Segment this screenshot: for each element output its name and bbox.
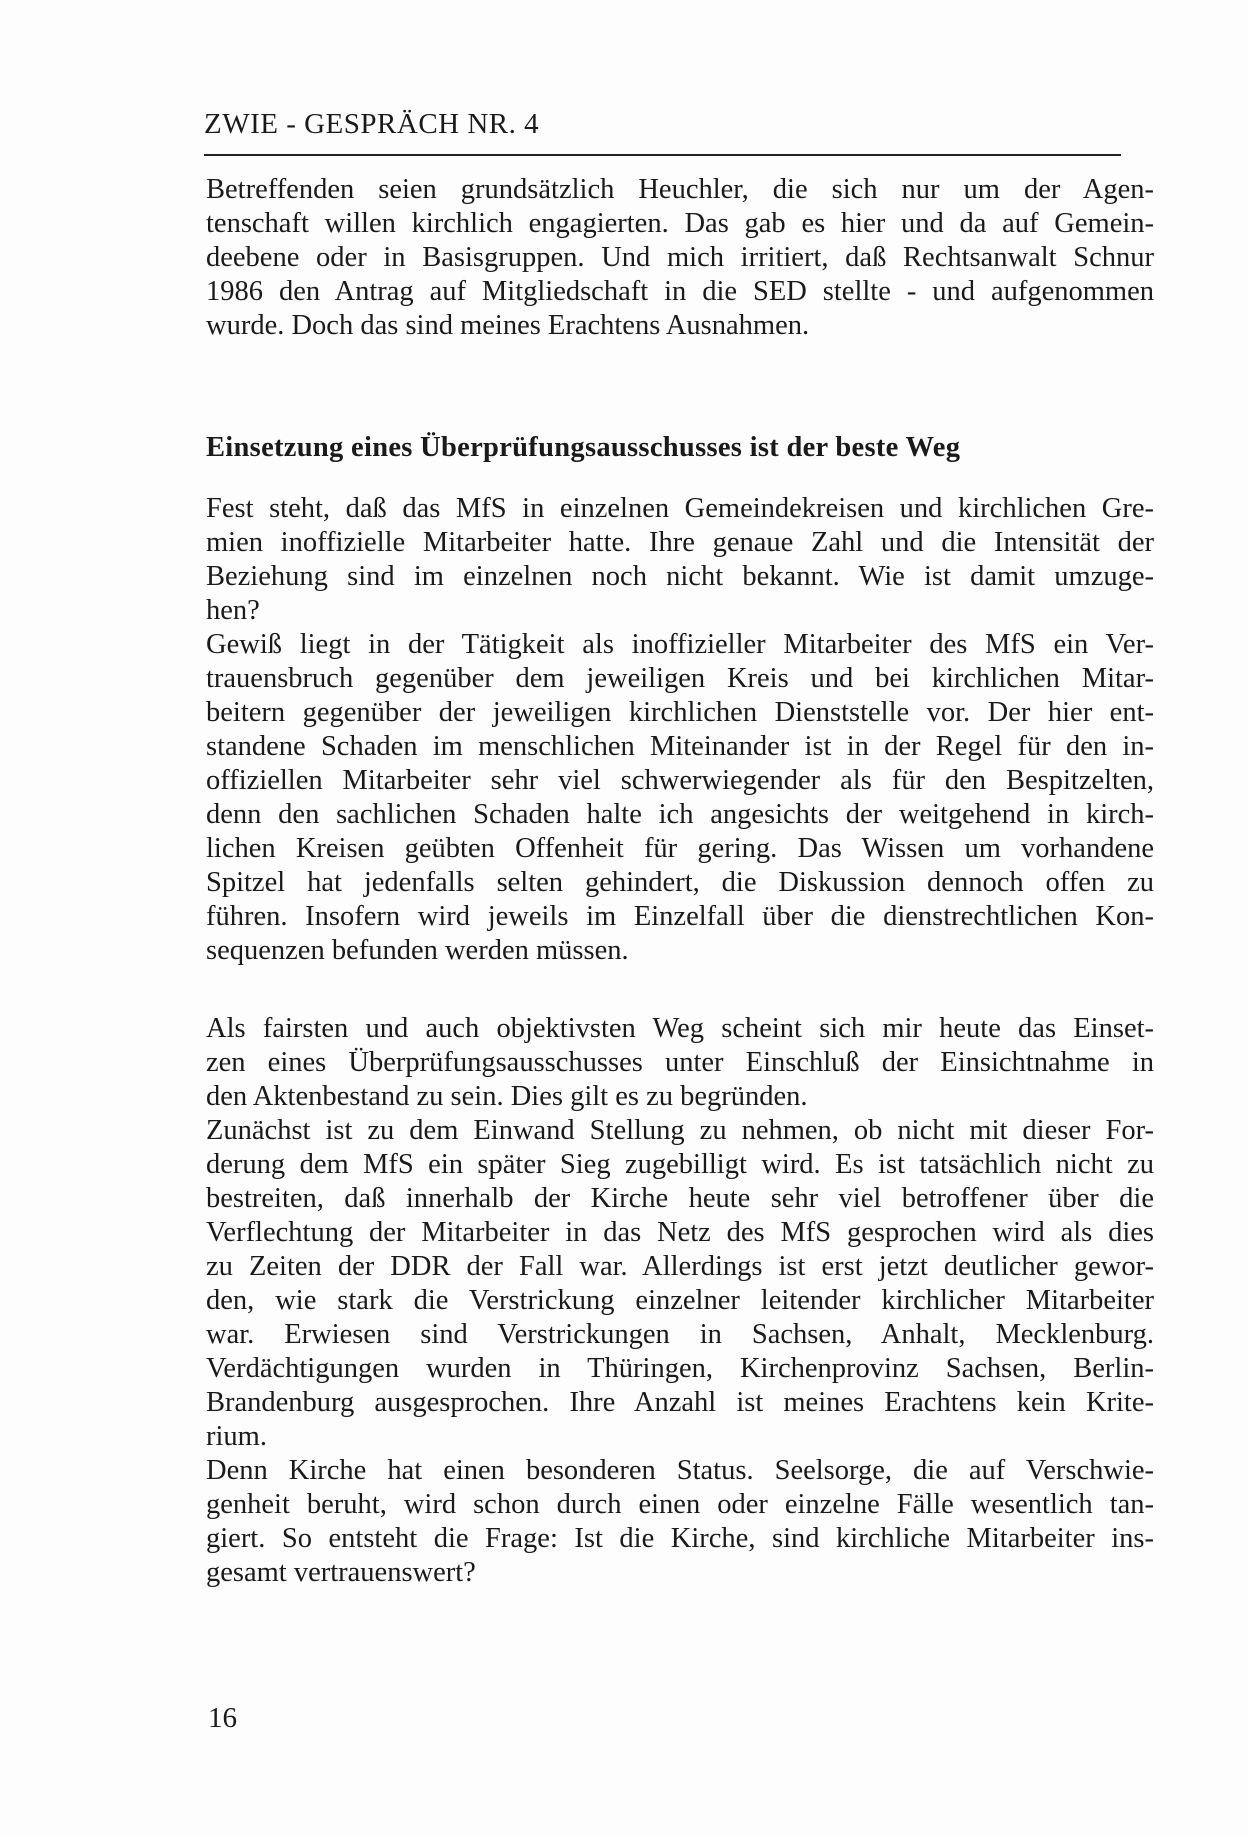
text-line: sequenzen befunden werden müssen. [206,935,629,966]
text-line: Als fairsten und auch objektivsten Weg scheint sich mir heute das Einset- [206,1013,1154,1044]
page-number: 16 [208,1702,237,1734]
text-line: lichen Kreisen geübten Offenheit für gering. Das Wissen um vorhandene [206,833,1154,864]
section-heading: Einsetzung eines Überprüfungsausschusses ist der beste Weg [206,432,961,463]
text-line: genheit beruht, wird schon durch einen oder einzelne Fälle wesentlich tan- [206,1489,1154,1520]
text-line: Beziehung sind im einzelnen noch nicht bekannt. Wie ist damit umzuge- [206,561,1154,592]
text-line: deebene oder in Basisgruppen. Und mich irritiert, daß Rechtsanwalt Schnur [206,242,1154,273]
text-line: führen. Insofern wird jeweils im Einzelfall über die dienstrechtlichen Kon- [206,901,1154,932]
text-line: hen? [206,595,260,626]
text-line: den Aktenbestand zu sein. Dies gilt es zu begründen. [206,1081,808,1112]
text-line: trauensbruch gegenüber dem jeweiligen Kreis und bei kirchlichen Mitar- [206,663,1154,694]
text-line: mien inoffizielle Mitarbeiter hatte. Ihre genaue Zahl und die Intensität der [206,527,1154,558]
text-line: Verdächtigungen wurden in Thüringen, Kirchenprovinz Sachsen, Berlin- [206,1353,1154,1384]
text-line: Fest steht, daß das MfS in einzelnen Gemeindekreisen und kirchlichen Gre- [206,493,1154,524]
text-line: gesamt vertrauenswert? [206,1557,476,1588]
text-line: 1986 den Antrag auf Mitgliedschaft in die SED stellte - und aufgenommen [206,276,1154,307]
text-line: Brandenburg ausgesprochen. Ihre Anzahl ist meines Erachtens kein Krite- [206,1387,1154,1418]
text-line: denn den sachlichen Schaden halte ich angesichts der weitgehend in kirch- [206,799,1154,830]
paragraph-3 [206,1012,1154,1590]
header-rule [204,154,1121,156]
text-line: giert. So entsteht die Frage: Ist die Kirche, sind kirchliche Mitarbeiter ins- [206,1523,1154,1554]
paragraph-2 [206,492,1154,968]
text-line: zu Zeiten der DDR der Fall war. Allerdings ist erst jetzt deutlicher gewor- [206,1251,1154,1282]
running-head: ZWIE - GESPRÄCH NR. 4 [204,108,540,140]
text-line: Verflechtung der Mitarbeiter in das Netz des MfS gesprochen wird als dies [206,1217,1154,1248]
text-line: offiziellen Mitarbeiter sehr viel schwerwiegender als für den Bespitzelten, [206,765,1154,796]
text-line: zen eines Überprüfungsausschusses unter Einschluß der Einsichtnahme in [206,1047,1154,1078]
text-line: standene Schaden im menschlichen Miteinander ist in der Regel für den in- [206,731,1154,762]
text-line: Denn Kirche hat einen besonderen Status. Seelsorge, die auf Verschwie- [206,1455,1154,1486]
text-line: derung dem MfS ein später Sieg zugebilligt wird. Es ist tatsächlich nicht zu [206,1149,1154,1180]
text-line: Spitzel hat jedenfalls selten gehindert, die Diskussion dennoch offen zu [206,867,1154,898]
text-line: Zunächst ist zu dem Einwand Stellung zu nehmen, ob nicht mit dieser For- [206,1115,1154,1146]
text-line: beitern gegenüber der jeweiligen kirchlichen Dienststelle vor. Der hier ent- [206,697,1154,728]
paragraph-1 [206,173,1154,343]
text-line: bestreiten, daß innerhalb der Kirche heute sehr viel betroffener über die [206,1183,1154,1214]
text-line: wurde. Doch das sind meines Erachtens Ausnahmen. [206,310,810,341]
text-line: rium. [206,1421,267,1452]
text-line: Gewiß liegt in der Tätigkeit als inoffizieller Mitarbeiter des MfS ein Ver- [206,629,1154,660]
text-line: Betreffenden seien grundsätzlich Heuchler, die sich nur um der Agen- [206,174,1154,205]
text-line: tenschaft willen kirchlich engagierten. Das gab es hier und da auf Gemein- [206,208,1154,239]
text-line: den, wie stark die Verstrickung einzelner leitender kirchlicher Mitarbeiter [206,1285,1154,1316]
text-line: war. Erwiesen sind Verstrickungen in Sachsen, Anhalt, Mecklenburg. [206,1319,1154,1350]
